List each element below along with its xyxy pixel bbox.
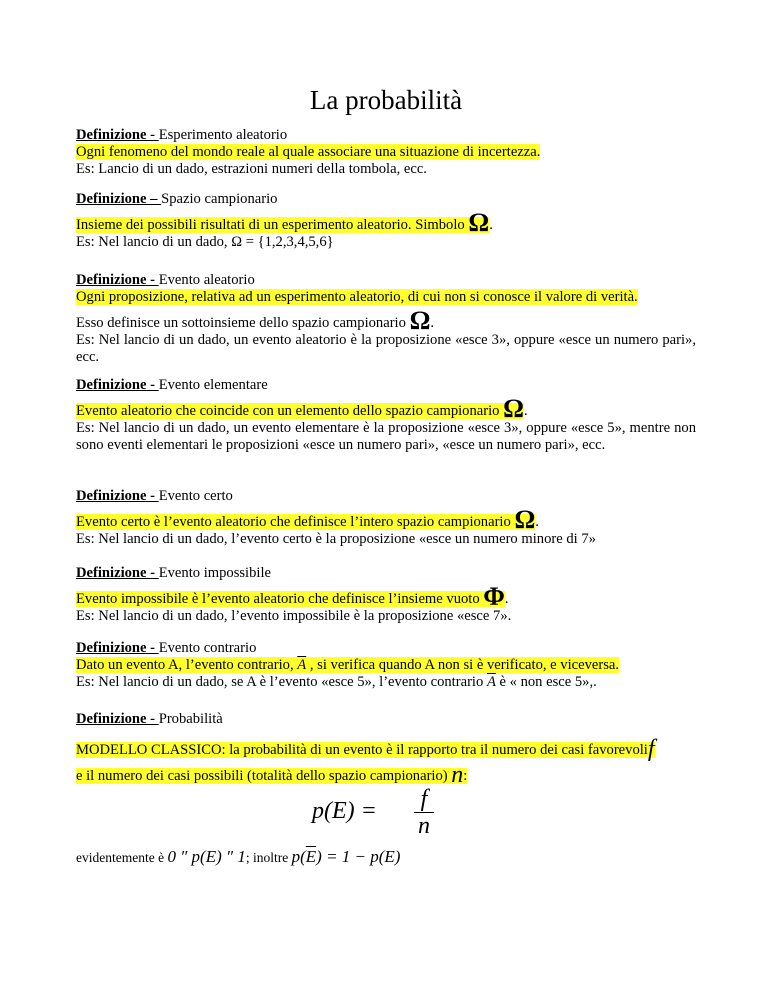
complement-formula: $p(\overline{E}) = 1 - p(E)$ <box>291 847 401 866</box>
section-heading <box>76 377 696 394</box>
inequality: 0 ″ p(E) ″ 1 <box>167 847 246 866</box>
section-heading <box>76 191 696 208</box>
definition-text: Insieme dei possibili risultati di un esperimento aleatorio. Simbolo Ω <box>76 208 490 237</box>
example-text: Es: Nel lancio di un dado, l’evento impossibile è la proposizione «esce 7». <box>76 608 512 624</box>
heading-name: Evento elementare <box>158 377 268 393</box>
definition-text: Ogni proposizione, relativa ad un esperimento aleatorio, di cui non si conosce il valore di verità. <box>76 289 638 305</box>
formula-numerator: f <box>420 786 428 812</box>
section-heading <box>76 711 696 728</box>
heading-name: Evento aleatorio <box>158 272 255 288</box>
definition-text: Ogni fenomeno del mondo reale al quale associare una situazione di incertezza. <box>76 144 541 160</box>
section-heading <box>76 272 696 289</box>
heading-separator: - <box>146 640 159 656</box>
heading-name: Evento certo <box>158 488 233 504</box>
section-heading <box>76 565 696 582</box>
definition-label: Definizione <box>76 127 147 143</box>
section-heading <box>76 127 696 144</box>
definition-text: Evento certo è l’evento aleatorio che definisce l’intero spazio campionario Ω <box>76 505 536 534</box>
omega-symbol: Ω <box>503 394 524 423</box>
definition-text: Evento aleatorio che coincide con un elemento dello spazio campionario Ω <box>76 394 524 423</box>
omega-symbol: Ω <box>468 208 490 237</box>
definition-text-2: e il numero dei casi possibili (totalità dello spazio campionario) n: <box>76 762 468 788</box>
example-text: Es: Nel lancio di un dado, un evento aleatorio è la proposizione «esce 3», oppure «esce un numero pari», ecc. <box>76 332 696 365</box>
section-evento-aleatorio <box>76 272 696 366</box>
heading-name: Spazio campionario <box>161 191 278 207</box>
definition-label: Definizione <box>76 488 147 504</box>
section-evento-contrario <box>76 640 696 691</box>
heading-separator: - <box>146 377 159 393</box>
complement-a-symbol: $\overline{A}$ <box>486 674 496 690</box>
example-text: Es: Nel lancio di un dado, un evento elementare è la proposizione «esce 3», oppure «esce 5», mentre non sono eventi elementari le proposizioni «esce un numero pari», «esce un numero pari», ecc. <box>76 420 696 453</box>
definition-label: Definizione <box>76 640 147 656</box>
probability-properties <box>76 848 400 867</box>
section-evento-impossibile: Definizione - Evento impossibile Evento impossibile è l’evento aleatorio che definisce l’insieme vuoto Φ. Es: Nel lancio di un dado, l’evento impossibile è la proposizione «esce 7». <box>76 565 696 625</box>
phi-symbol: Φ <box>483 582 505 611</box>
definition-text: Dato un evento A, l’evento contrario, $\overline{A}$ , si verifica quando A non si è verificato, e viceversa. <box>76 657 620 673</box>
definition-label: Definizione <box>76 565 147 581</box>
section-esperimento-aleatorio <box>76 127 696 178</box>
heading-name: Esperimento aleatorio <box>158 127 288 143</box>
f-symbol: f <box>647 736 655 762</box>
definition-text: MODELLO CLASSICO: la probabilità di un evento è il rapporto tra il numero dei casi favorevolif <box>76 736 655 762</box>
section-evento-certo: Definizione - Evento certo Evento certo è l’evento aleatorio che definisce l’intero spazio campionario Ω. Es: Nel lancio di un dado, l’evento certo è la proposizione «esce un numero minore di 7» <box>76 488 696 548</box>
section-probabilita <box>76 711 696 788</box>
heading-separator: - <box>146 272 159 288</box>
heading-name: Evento impossibile <box>158 565 271 581</box>
omega-symbol: Ω <box>409 306 431 335</box>
heading-name: Probabilità <box>158 711 223 727</box>
omega-symbol: Ω <box>514 505 536 534</box>
section-heading <box>76 640 696 657</box>
n-symbol: n <box>451 762 464 788</box>
complement-a-symbol: $\overline{A}$ <box>297 657 307 673</box>
page-title: La probabilità <box>309 85 463 115</box>
formula-fraction <box>412 786 436 839</box>
definition-label: Definizione <box>76 377 147 393</box>
example-text: Es: Lancio di un dado, estrazioni numeri della tombola, ecc. <box>76 161 427 177</box>
probability-formula <box>312 786 462 839</box>
heading-separator: - <box>146 711 159 727</box>
section-evento-elementare: Definizione - Evento elementare Evento aleatorio che coincide con un elemento dello spazio campionario Ω. Es: Nel lancio di un dado, un evento elementare è la proposizione «esce 3», oppure «esce 5», mentre non sono eventi elementari le proposizioni «esce un numero pari», «esce un numero pari», ecc. <box>76 377 696 453</box>
formula-lhs: p(E) = <box>312 798 377 824</box>
definition-text: Evento impossibile è l’evento aleatorio che definisce l’insieme vuoto Φ <box>76 582 505 611</box>
heading-separator: - <box>146 488 159 504</box>
properties-text-2: ; inoltre <box>245 850 292 865</box>
definition-text-2: Esso definisce un sottoinsieme dello spazio campionario Ω. <box>76 306 435 335</box>
example-text: Es: Nel lancio di un dado, se A è l’evento «esce 5», l’evento contrario $\overline{A}$ è « non esce 5»,. <box>76 674 597 690</box>
definition-label: Definizione <box>76 711 147 727</box>
definition-label: Definizione <box>76 272 147 288</box>
section-heading <box>76 488 696 505</box>
heading-separator: - <box>146 565 159 581</box>
section-spazio-campionario: Definizione – Spazio campionario Insieme dei possibili risultati di un esperimento aleatorio. Simbolo Ω. Es: Nel lancio di un dado, Ω = {1,2,3,4,5,6} <box>76 191 696 251</box>
example-text: Es: Nel lancio di un dado, Ω = {1,2,3,4,5,6} <box>76 234 334 250</box>
heading-name: Evento contrario <box>158 640 257 656</box>
properties-text: evidentemente è <box>76 850 168 865</box>
heading-separator: – <box>146 191 162 207</box>
formula-denominator: n <box>418 813 430 839</box>
heading-separator: - <box>146 127 159 143</box>
example-text: Es: Nel lancio di un dado, l’evento certo è la proposizione «esce un numero minore di 7» <box>76 531 596 547</box>
definition-label: Definizione <box>76 191 147 207</box>
